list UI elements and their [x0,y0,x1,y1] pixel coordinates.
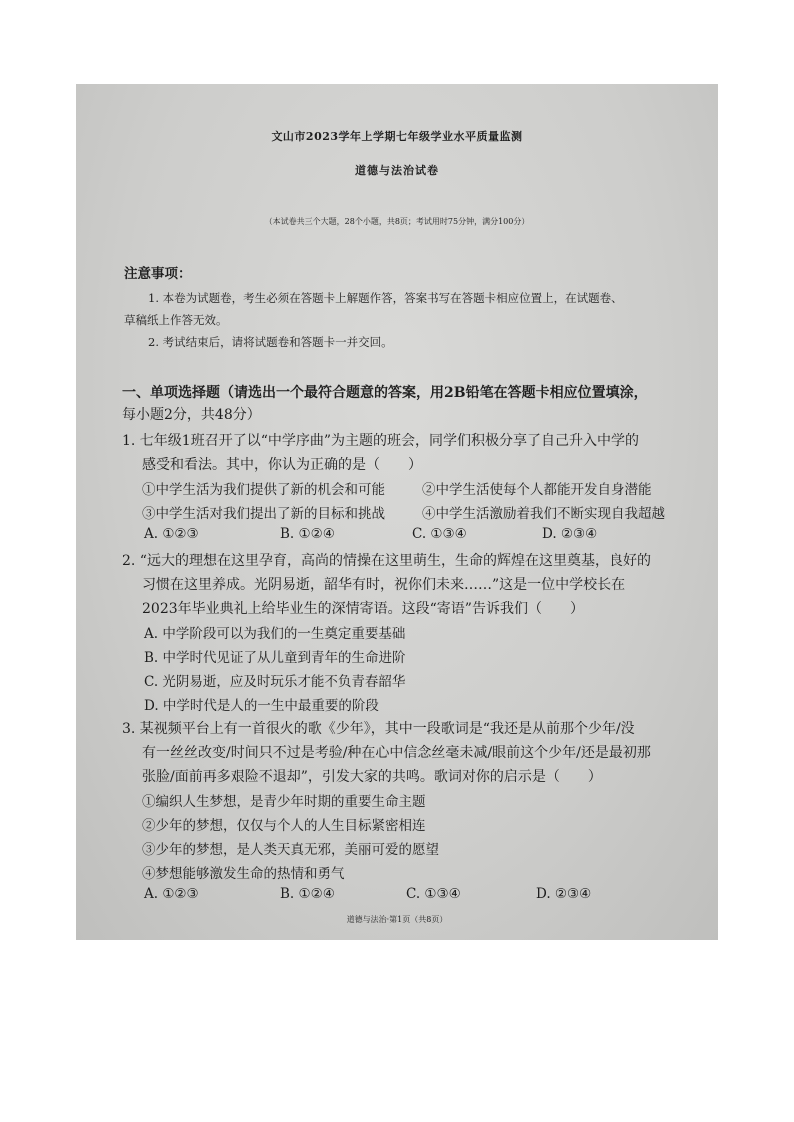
question-2-option-c: C. 光阴易逝，应及时玩乐才能不负青春韶华 [144,674,406,690]
question-1-line-1: 1. 七年级1班召开了以“中学序曲”为主题的班会，同学们积极分享了自己升入中学的 [122,433,640,449]
question-1-option-c: C. ①③④ [412,526,467,542]
question-1-statement-2: ②中学生活使每个人都能开发自身潜能 [422,482,652,498]
question-2-line-1: 2. “远大的理想在这里孕育，高尚的情操在这里萌生，生命的辉煌在这里奠基，良好的 [122,553,651,569]
question-2-option-a: A. 中学阶段可以为我们的一生奠定重要基础 [144,626,406,642]
question-3-option-d: D. ②③④ [536,886,592,902]
page-footer: 道德与法治·第1页（共8页） [346,915,448,924]
question-1-option-d: D. ②③④ [542,526,598,542]
exam-info: （本试卷共三个大题，28个小题，共8页；考试用时75分钟，满分100分） [264,217,530,226]
question-1-statement-4: ④中学生活激励着我们不断实现自我超越 [422,506,665,522]
question-3-line-2: 有一丝丝改变/时间只不过是考验/种在心中信念丝毫未减/眼前这个少年/还是最初那 [142,745,651,761]
note-2: 2. 考试结束后，请将试题卷和答题卡一并交回。 [148,335,393,349]
question-1-line-2: 感受和看法。其中，你认为正确的是（ ） [142,457,422,473]
question-3-option-b: B. ①②④ [280,886,335,902]
question-1-option-b: B. ①②④ [280,526,335,542]
question-3-option-c: C. ①③④ [406,886,461,902]
notes-heading: 注意事项： [124,266,192,282]
note-1-line-1: 1. 本卷为试题卷，考生必须在答题卡上解题作答，答案书写在答题卡相应位置上，在试题卷、 [148,291,623,305]
section-heading-line-2: 每小题2分，共48分） [122,407,261,423]
question-3-option-a: A. ①②③ [144,886,199,902]
question-2-line-2: 习惯在这里养成。光阴易逝，韶华有时，祝你们未来……”这是一位中学校长在 [142,577,626,593]
question-2-line-3: 2023年毕业典礼上给毕业生的深情寄语。这段“寄语”告诉我们（ ） [142,601,584,617]
exam-title: 文山市2023学年上学期七年级学业水平质量监测 [271,130,523,143]
exam-paper-photo [76,84,718,940]
question-3-statement-3: ③少年的梦想，是人类天真无邪，美丽可爱的愿望 [142,842,439,858]
question-3-statement-2: ②少年的梦想，仅仅与个人的人生目标紧密相连 [142,818,426,834]
question-3-statement-1: ①编织人生梦想，是青少年时期的重要生命主题 [142,794,426,810]
question-2-option-d: D. 中学时代是人的一生中最重要的阶段 [144,698,379,714]
question-1-statement-3: ③中学生活对我们提出了新的目标和挑战 [142,506,385,522]
question-3-line-1: 3. 某视频平台上有一首很火的歌《少年》，其中一段歌词是“我还是从前那个少年/没 [122,721,635,737]
question-1-statement-1: ①中学生活为我们提供了新的机会和可能 [142,482,385,498]
question-1-option-a: A. ①②③ [144,526,199,542]
section-heading-line-1: 一、单项选择题（请选出一个最符合题意的答案，用2B铅笔在答题卡相应位置填涂， [122,385,648,401]
question-3-line-3: 张脸/面前再多艰险不退却”，引发大家的共鸣。歌词对你的启示是（ ） [142,769,602,785]
note-1-line-2: 草稿纸上作答无效。 [124,313,228,327]
exam-subject-title: 道德与法治试卷 [355,164,439,177]
question-2-option-b: B. 中学时代见证了从儿童到青年的生命进阶 [144,650,406,666]
question-3-statement-4: ④梦想能够激发生命的热情和勇气 [142,866,345,882]
